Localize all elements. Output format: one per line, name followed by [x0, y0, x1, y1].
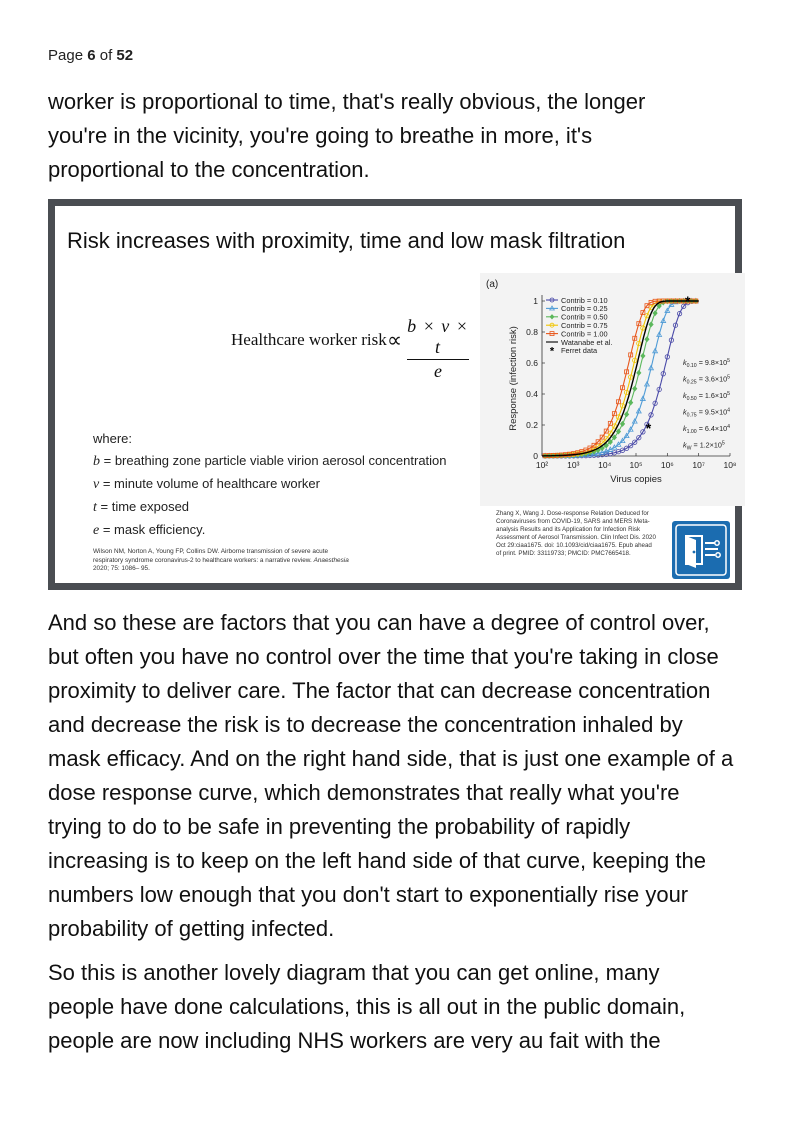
- proportional-symbol: ∝: [387, 328, 403, 352]
- k-label: $k_{0.75} = 9.5\times 10^4$: [683, 407, 730, 419]
- x-axis-label: Virus copies: [610, 474, 662, 485]
- paragraph-line: numbers low enough that you don't start to exponentially rise your: [48, 882, 689, 907]
- paragraph-line: proportional to the concentration.: [48, 157, 370, 182]
- data-point: [653, 311, 657, 316]
- ferret-data-point: *: [684, 293, 691, 309]
- k-label: $k_{1.00} = 6.4\times 10^4$: [683, 424, 730, 435]
- y-tick-label: 0.4: [526, 389, 538, 399]
- formula-numerator: b × v × t: [407, 316, 469, 360]
- k-label: $k_{0.25} = 3.6\times 10^5$: [683, 374, 730, 386]
- slide-figure: [48, 199, 742, 590]
- legend-marker: *: [549, 345, 555, 358]
- citation-wilson: Wilson NM, Norton A, Young FP, Collins DW. Airborne transmission of severe acute respiratory syndrome coronavirus-2 to healthcare workers: a narrative review. Anaesthesia 2020; 75: 1086– 95.: [93, 548, 349, 573]
- paragraph-line: people are now including NHS workers are very au fait with the: [48, 1028, 661, 1053]
- slide-title: Risk increases with proximity, time and low mask filtration: [67, 228, 626, 253]
- paragraph-1: [48, 85, 794, 187]
- paragraph-3: [48, 956, 794, 1058]
- data-point: [633, 386, 637, 391]
- chart-svg: [480, 273, 745, 506]
- data-point: [645, 337, 649, 342]
- page-number: Page 6 of 52: [48, 47, 134, 64]
- paragraph-line: you're in the vicinity, you're going to breathe in more, it's: [48, 123, 593, 148]
- data-point: [649, 322, 653, 327]
- paragraph-line: probability of getting infected.: [48, 916, 335, 941]
- ferret-data-point: *: [645, 420, 652, 437]
- data-point: [620, 421, 624, 426]
- building-door-fan-icon: [672, 521, 730, 579]
- formula-label: Healthcare worker risk: [231, 330, 387, 349]
- legend-label: Contrib = 0.10: [561, 295, 608, 305]
- paragraph-line: So this is another lovely diagram that you can get online, many: [48, 960, 660, 985]
- x-tick-label: 10²: [535, 460, 549, 470]
- data-point: [624, 412, 628, 417]
- legend-label: Contrib = 0.75: [561, 321, 608, 330]
- definition-v: v = minute volume of healthcare worker: [93, 476, 320, 492]
- paragraph-line: And so these are factors that you can have a degree of control over,: [48, 610, 710, 635]
- y-tick-label: 0.8: [526, 327, 538, 337]
- dose-response-chart: [480, 273, 745, 506]
- x-tick-label: 10³: [567, 460, 580, 470]
- k-label: $k_W = 1.2\times 10^5$: [683, 440, 725, 452]
- data-point: [628, 400, 632, 405]
- definition-t: t = time exposed: [93, 499, 190, 515]
- definition-e: e = mask efficiency.: [93, 522, 206, 538]
- formula-fraction: [407, 316, 469, 382]
- y-tick-label: 0: [533, 451, 538, 461]
- x-tick-label: 10⁶: [660, 460, 674, 470]
- x-tick-label: 10⁴: [598, 460, 612, 470]
- definition-b: b = breathing zone particle viable virion aerosol concentration: [93, 453, 447, 469]
- paragraph-line: people have done calculations, this is all out in the public domain,: [48, 994, 686, 1019]
- variable-definitions: [93, 428, 447, 542]
- y-axis-label: Response (infection risk): [508, 326, 519, 431]
- panel-label: (a): [486, 279, 499, 290]
- legend-label: Ferret data: [561, 346, 598, 356]
- paragraph-line: proximity to deliver care. The factor that can decrease concentration: [48, 678, 711, 703]
- x-tick-label: 10⁸: [723, 460, 737, 470]
- legend-label: Contrib = 0.50: [561, 312, 608, 322]
- paragraph-line: mask efficacy. And on the right hand side, that is just one example of a: [48, 746, 734, 771]
- data-point: [637, 370, 641, 375]
- x-tick-label: 10⁵: [629, 460, 643, 470]
- legend-label: Contrib = 1.00: [561, 329, 608, 339]
- paragraph-line: dose response curve, which demonstrates that really what you're: [48, 780, 680, 805]
- paragraph-line: and decrease the risk is to decrease the concentration inhaled by: [48, 712, 683, 737]
- legend-label: Watanabe et al.: [561, 337, 613, 347]
- k-label: $k_{0.10} = 9.8\times 10^5$: [683, 358, 730, 369]
- paragraph-line: trying to do to be safe in preventing the probability of rapidly: [48, 814, 631, 839]
- data-point: [641, 353, 645, 358]
- legend-label: Contrib = 0.25: [561, 304, 608, 314]
- legend-marker: [550, 314, 554, 319]
- where-heading: where:: [93, 431, 133, 446]
- y-tick-label: 0.2: [526, 420, 538, 430]
- y-tick-label: 1: [533, 296, 538, 306]
- paragraph-line: worker is proportional to time, that's really obvious, the longer: [48, 89, 646, 114]
- paragraph-line: but often you have no control over the time that you're taking in close: [48, 644, 719, 669]
- k-label: $k_{0.50} = 1.6\times 10^5$: [683, 391, 730, 402]
- formula-denominator: e: [434, 361, 442, 381]
- paragraph-2: [48, 606, 794, 946]
- paragraph-line: increasing is to keep on the left hand side of that curve, keeping the: [48, 848, 706, 873]
- citation-zhang: Zhang X, Wang J. Dose-response Relation Deduced for Coronaviruses from COVID-19, SARS and MERS Meta-analysis Results and its Application for Infection Risk Assessment of Aerosol Transmission. Clin Infect Dis. 2020 Oct 29:ciaa1675. doi: 10.1093/cid/ciaa1675. Epub ahead of print. PMID: 33119733; PMCID: PMC7665418.: [496, 510, 656, 557]
- y-tick-label: 0.6: [526, 358, 538, 368]
- x-tick-label: 10⁷: [692, 460, 705, 470]
